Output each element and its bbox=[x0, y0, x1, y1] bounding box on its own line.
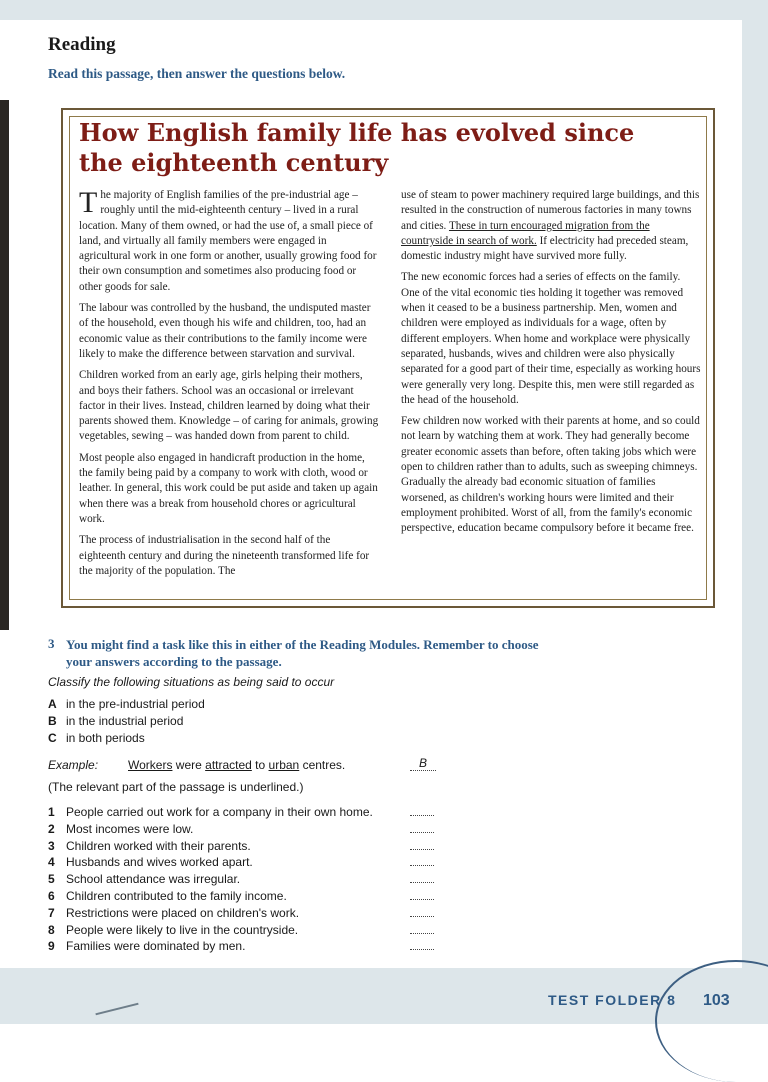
question-item bbox=[48, 838, 448, 855]
answer-blank[interactable] bbox=[410, 832, 434, 833]
question-number: 1 bbox=[48, 805, 55, 819]
question-text: Families were dominated by men. bbox=[66, 939, 246, 954]
question-number: 8 bbox=[48, 922, 55, 937]
option-letter: C bbox=[48, 731, 57, 745]
question-item bbox=[48, 938, 448, 955]
question-item bbox=[48, 871, 448, 888]
options-list bbox=[48, 696, 205, 747]
article-right-column bbox=[401, 188, 701, 543]
example-word: urban bbox=[268, 758, 300, 772]
example-word: centres. bbox=[299, 758, 346, 772]
example-answer: B bbox=[410, 756, 436, 771]
question-text: Most incomes were low. bbox=[66, 821, 194, 836]
article-paragraph: The process of industrialisation in the second half of the eighteenth century and during the nineteenth transformed life for the majority of the population. The bbox=[79, 534, 370, 577]
question-item bbox=[48, 888, 448, 905]
question-number: 7 bbox=[48, 905, 55, 920]
option-text: in the pre-industrial period bbox=[66, 697, 205, 711]
footer-test-folder-label: TEST FOLDER 8 bbox=[548, 992, 677, 1008]
answer-blank[interactable] bbox=[410, 899, 434, 900]
example-word: were bbox=[172, 758, 206, 772]
question-number: 4 bbox=[48, 855, 55, 870]
question-text: Restrictions were placed on children's work. bbox=[66, 905, 300, 920]
answer-blank[interactable] bbox=[410, 949, 434, 950]
task-instruction: Classify the following situations as being said to occur bbox=[48, 675, 335, 689]
answer-blank[interactable] bbox=[410, 882, 434, 883]
example-word: to bbox=[251, 758, 269, 772]
question-item bbox=[48, 922, 448, 939]
task-number: 3 bbox=[48, 636, 55, 651]
underline-note: (The relevant part of the passage is underlined.) bbox=[48, 780, 304, 794]
article-paragraph: The labour was controlled by the husband, the undisputed master of the household, even though his wife and children, too, had an economic value as their contributions to the family income were likely to make the difference between starvation and survival. bbox=[79, 302, 371, 360]
section-intro: Read this passage, then answer the questions below. bbox=[48, 66, 346, 81]
task-description: You might find a task like this in either of the Reading Modules. Remember to choose your answers according to the passage. bbox=[66, 637, 539, 669]
page-right-edge bbox=[742, 0, 768, 1024]
question-text: People were likely to live in the countryside. bbox=[66, 922, 299, 937]
option-item bbox=[48, 696, 205, 713]
answer-blank[interactable] bbox=[410, 815, 434, 816]
book-spine-shadow bbox=[0, 100, 9, 630]
question-text: People carried out work for a company in their own home. bbox=[66, 805, 373, 819]
option-letter: B bbox=[48, 714, 57, 728]
article-paragraph: Few children now worked with their parents at home, and so could not learn by watching them at work. They had generally become greater economic assets than before, often taking jobs which were open to children rather than to adults, such as sweeping chimneys. Gradually the already bad economic situation of families worsened, as children's working hours were limited and their employment prohibited. Worst of all, from the family's economic perspective, education became compulsory before it became free. bbox=[401, 415, 700, 535]
answer-blank[interactable] bbox=[410, 933, 434, 934]
question-text: Children worked with their parents. bbox=[66, 838, 251, 853]
option-text: in the industrial period bbox=[66, 714, 184, 728]
paragraph-text: use of steam to power machinery required large buildings, and this resulted in the construction of numerous factories in many towns and cities. bbox=[401, 189, 700, 232]
article-paragraph: The new economic forces had a series of effects on the family. One of the vital economic ties holding it together was removed when it ceased to be a business partnership. Men, women and children were employed as individuals for a wage, often by different employers. When home and workplace were physically separated, husbands, wives and children were also physically separated for a good part of their time, especially as working hours were generally very long. Despite this, men were still regarded as the head of the household. bbox=[401, 271, 701, 406]
question-number: 9 bbox=[48, 939, 55, 954]
example-word: attracted bbox=[205, 758, 252, 772]
drop-cap: T bbox=[79, 186, 98, 219]
section-title: Reading bbox=[48, 34, 116, 55]
question-item bbox=[48, 804, 448, 821]
article-paragraph bbox=[79, 188, 379, 295]
article-title: How English family life has evolved since the eighteenth century bbox=[79, 118, 635, 177]
question-item bbox=[48, 905, 448, 922]
answer-blank[interactable] bbox=[410, 865, 434, 866]
article-left-column bbox=[79, 188, 379, 585]
question-item bbox=[48, 854, 448, 871]
paragraph-text: he majority of English families of the pre-industrial age – roughly until the mid-eighteenth century – lived in a rural location. Many of them owned, or had the use of, a small piece of land, and virtually all family members were engaged in agricultural work in one form or another, usually growing food for their own consumption and sometimes also producing food or other goods for sale. bbox=[79, 189, 377, 293]
example-word: Workers bbox=[128, 758, 173, 772]
article-paragraph bbox=[401, 188, 701, 264]
question-number: 2 bbox=[48, 821, 55, 836]
question-item bbox=[48, 821, 448, 838]
page-top-edge bbox=[0, 0, 768, 20]
example-line bbox=[48, 758, 448, 772]
article-box bbox=[61, 108, 715, 608]
option-item bbox=[48, 730, 205, 747]
answer-blank[interactable] bbox=[410, 849, 434, 850]
answer-blank[interactable] bbox=[410, 916, 434, 917]
example-label: Example: bbox=[48, 758, 99, 772]
question-text: School attendance was irregular. bbox=[66, 872, 241, 887]
option-item bbox=[48, 713, 205, 730]
option-letter: A bbox=[48, 697, 57, 711]
underlined-passage: These in turn encouraged migration from the countryside in search of work. bbox=[401, 219, 650, 247]
option-text: in both periods bbox=[66, 731, 145, 745]
paragraph-text: If electricity had preceded steam, domestic industry might have survived more fully. bbox=[401, 234, 689, 263]
question-number: 6 bbox=[48, 888, 55, 903]
article-paragraph: Children worked from an early age, girls helping their mothers, and boys their fathers. School was an occasional or irrelevant factor in their lives. Instead, children learned by doing what their parents showed them. Knowledge – of caring for animals, growing vegetables, sewing – was handed down from parent to child. bbox=[79, 369, 379, 443]
question-text: Children contributed to the family income. bbox=[66, 888, 287, 903]
question-number: 3 bbox=[48, 838, 55, 853]
questions-list bbox=[48, 804, 448, 955]
page-number: 103 bbox=[703, 992, 730, 1009]
question-text: Husbands and wives worked apart. bbox=[66, 855, 253, 870]
article-paragraph: Most people also engaged in handicraft production in the home, the family being paid by a company to work with cloth, wood or leather. In general, this work could be put aside and taken up again when there was a break from household chores or agricultural work. bbox=[79, 451, 378, 525]
question-number: 5 bbox=[48, 872, 55, 887]
